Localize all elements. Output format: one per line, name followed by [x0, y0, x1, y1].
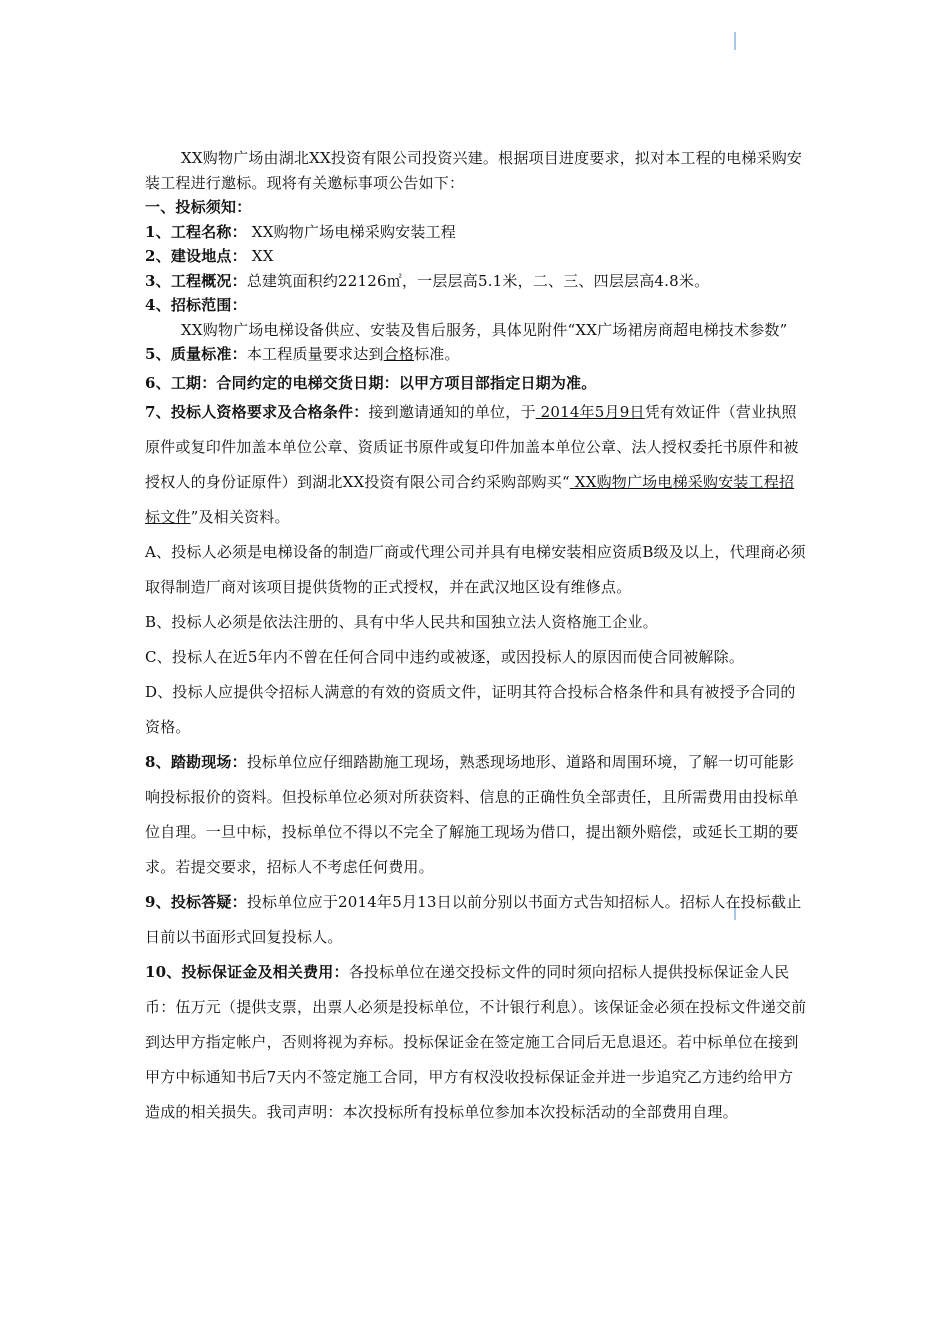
requirement-b: B、投标人必须是依法注册的、具有中华人民共和国独立法人资格施工企业。	[145, 613, 658, 631]
item-label: 7、投标人资格要求及合格条件：	[145, 403, 369, 421]
item-project-name	[145, 220, 807, 245]
item-label: 9、投标答疑：	[145, 893, 247, 911]
quality-standard: 合格	[383, 345, 415, 363]
tender-document-name: XX购物广场电梯采购安装工程招标文件	[145, 473, 795, 526]
item-text: ”及相关资料。	[190, 508, 290, 526]
item-scope-label: 4、招标范围：	[145, 296, 247, 314]
requirement-a: A、投标人必须是电梯设备的制造厂商或代理公司并具有电梯安装相应资质B级及以上，代理商必须取得制造厂商对该项目提供货物的正式授权，并在武汉地区设有维修点。	[145, 543, 806, 596]
item-text: 凭有效证件（营业执照原件或复印件加盖本单位公章、资质证书原件或复印件加盖本单位公章、法人授权委托书原件和被授权人的身份证原件）到湖北XX投资有限公司合约采购部购买“	[145, 403, 799, 491]
item-text: XX	[246, 247, 274, 265]
item-label: 5、质量标准：	[145, 345, 247, 363]
item-text: 标准。	[414, 345, 460, 363]
requirement-c: C、投标人在近5年内不曾在任何合同中违约或被逐，或因投标人的原因而使合同被解除。	[145, 648, 745, 666]
item-quality	[145, 342, 807, 367]
item-label: 8、踏勘现场：	[145, 753, 247, 771]
item-schedule: 6、工期：合同约定的电梯交货日期：以甲方项目部指定日期为准。	[145, 373, 597, 392]
item-clarification	[145, 885, 807, 955]
document-body	[145, 146, 807, 1130]
item-text: 总建筑面积约22126㎡，一层层高5.1米，二、三、四层层高4.8米。	[246, 271, 710, 290]
requirement-d: D、投标人应提供令招标人满意的有效的资质文件，证明其符合投标合格条件和具有被授予合同的资格。	[145, 683, 796, 736]
registration-date: 2014年5月9日	[535, 403, 645, 421]
item-text: 投标单位应于2014年5月13日以前分别以书面方式告知招标人。招标人在投标截止日前以书面形式回复投标人。	[145, 893, 802, 946]
item-text: 接到邀请通知的单位，于	[368, 403, 536, 421]
item-text: 各投标单位在递交投标文件的同时须向招标人提供投标保证金人民币：伍万元（提供支票，出票人必须是投标单位，不计银行利息）。该保证金必须在投标文件递交前到达甲方指定帐户，否则将视为弃标。投标保证金在签定施工合同后无息退还。若中标单位在接到甲方中标通知书后7天内不签定施工合同，甲方有权没收投标保证金并进一步追究乙方违约给甲方造成的相关损失。我司声明：本次投标所有投标单位参加本次投标活动的全部费用自理。	[145, 963, 807, 1121]
item-text: XX购物广场电梯采购安装工程	[246, 222, 456, 241]
item-label: 10、投标保证金及相关费用：	[145, 963, 349, 981]
item-scope-text: XX购物广场电梯设备供应、安装及售后服务，具体见附件“XX广场裙房商超电梯技术参数”	[181, 320, 788, 339]
item-label: 3、工程概况：	[145, 271, 247, 290]
item-text: 本工程质量要求达到	[246, 345, 384, 363]
item-text: 投标单位应仔细踏勘施工现场，熟悉现场地形、道路和周围环境，了解一切可能影响投标报价的资料。但投标单位必须对所获资料、信息的正确性负全部责任，且所需费用由投标单位自理。一旦中标，投标单位不得以不完全了解施工现场为借口，提出额外赔偿，或延长工期的要求。若提交要求，招标人不考虑任何费用。	[145, 753, 799, 876]
item-deposit	[145, 955, 807, 1130]
item-site-visit	[145, 745, 807, 885]
section-heading: 一、投标须知：	[145, 198, 252, 216]
item-overview	[145, 269, 807, 294]
item-label: 2、建设地点：	[145, 247, 247, 265]
page-corner-mark	[734, 32, 736, 50]
intro-paragraph: XX购物广场由湖北XX投资有限公司投资兴建。根据项目进度要求，拟对本工程的电梯采购安装工程进行邀标。现将有关邀标事项公告如下：	[145, 149, 803, 192]
item-label: 1、工程名称：	[145, 222, 247, 241]
item-qualification	[145, 395, 807, 535]
item-location	[145, 244, 807, 269]
